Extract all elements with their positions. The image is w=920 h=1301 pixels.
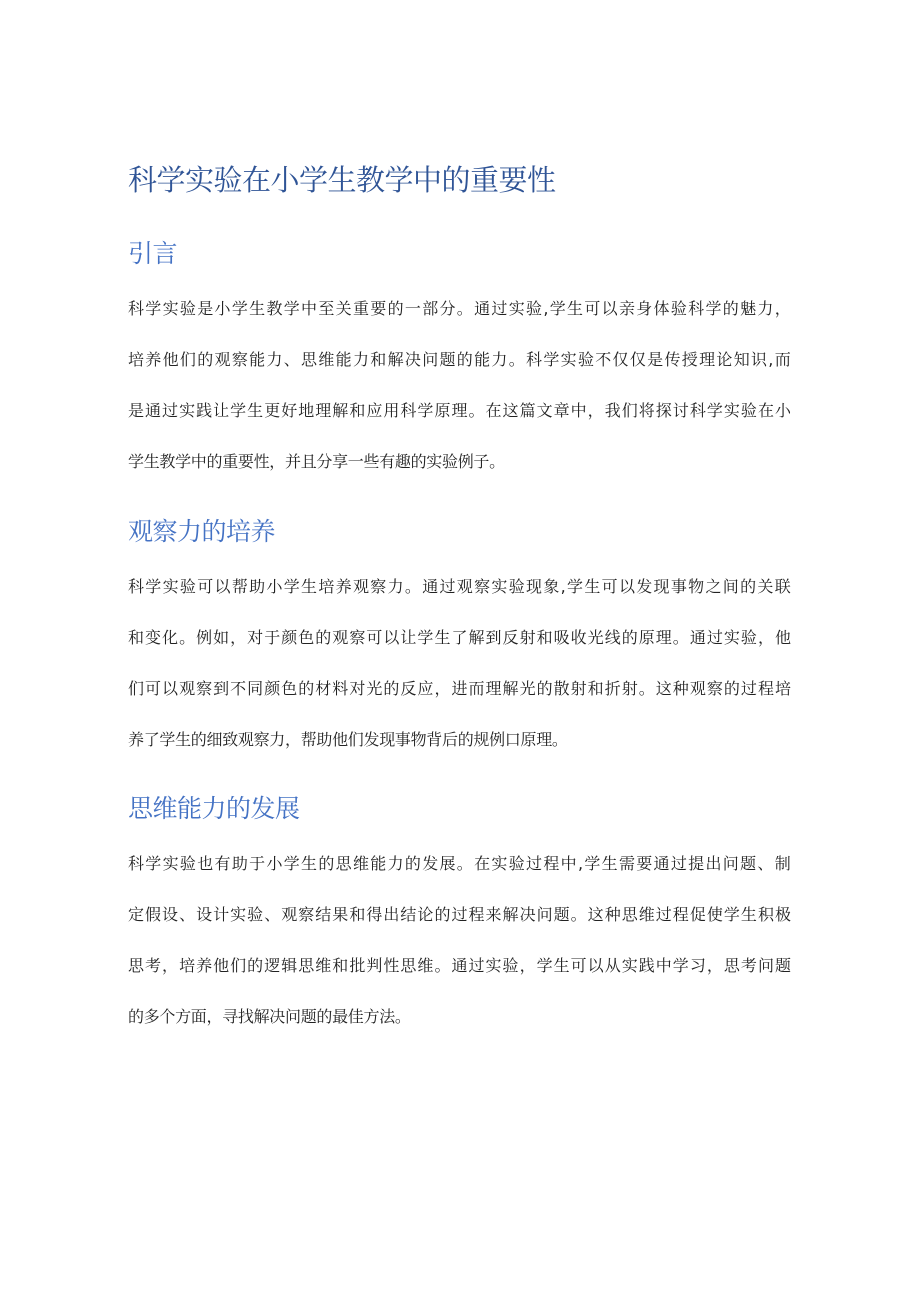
section-heading-observation: 观察力的培养 bbox=[128, 517, 276, 546]
paragraph-line: 科学实验可以帮助小学生培养观察力。通过观察实验现象,学生可以发现事物之间的关联 bbox=[128, 577, 792, 596]
paragraph-line: 定假设、设计实验、观察结果和得出结论的过程来解决问题。这种思维过程促使学生积极 bbox=[128, 905, 792, 924]
section-heading-thinking: 思维能力的发展 bbox=[128, 794, 300, 823]
paragraph-line: 学生教学中的重要性，并且分享一些有趣的实验例子。 bbox=[128, 452, 505, 471]
paragraph-line: 思考，培养他们的逻辑思维和批判性思维。通过实验，学生可以从实践中学习，思考问题 bbox=[128, 956, 792, 975]
section-paragraph-observation bbox=[128, 561, 792, 765]
section-heading-intro: 引言 bbox=[128, 239, 178, 268]
paragraph-line: 科学实验是小学生教学中至关重要的一部分。通过实验,学生可以亲身体验科学的魅力， bbox=[128, 299, 792, 318]
paragraph-line: 们可以观察到不同颜色的材料对光的反应，进而理解光的散射和折射。这种观察的过程培 bbox=[128, 679, 792, 698]
paragraph-line: 的多个方面，寻找解决问题的最佳方法。 bbox=[128, 1007, 411, 1026]
document-title: 科学实验在小学生教学中的重要性 bbox=[128, 163, 556, 197]
section-paragraph-intro bbox=[128, 283, 792, 487]
paragraph-line: 科学实验也有助于小学生的思维能力的发展。在实验过程中,学生需要通过提出问题、制 bbox=[128, 854, 792, 873]
section-paragraph-thinking bbox=[128, 838, 792, 1042]
paragraph-line: 养了学生的细致观察力，帮助他们发现事物背后的规例口原理。 bbox=[128, 730, 568, 749]
paragraph-line: 和变化。例如，对于颜色的观察可以让学生了解到反射和吸收光线的原理。通过实验，他 bbox=[128, 628, 792, 647]
paragraph-line: 是通过实践让学生更好地理解和应用科学原理。在这篇文章中，我们将探讨科学实验在小 bbox=[128, 401, 792, 420]
paragraph-line: 培养他们的观察能力、思维能力和解决问题的能力。科学实验不仅仅是传授理论知识,而 bbox=[128, 350, 792, 369]
